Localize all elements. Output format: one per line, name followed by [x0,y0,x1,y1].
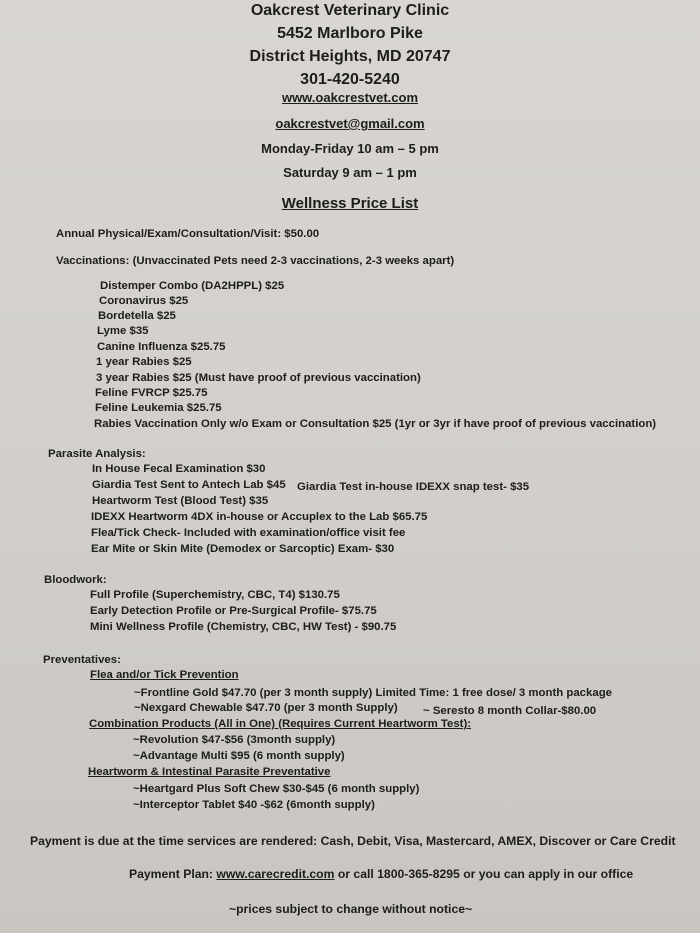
parasite-item: Flea/Tick Check- Included with examination/office visit fee [91,527,406,539]
clinic-email-link[interactable]: oakcrestvet@gmail.com [275,116,425,131]
combination-heading: Combination Products (All in One) (Requires Current Heartworm Test): [89,718,472,730]
heartworm-heading: Heartworm & Intestinal Parasite Preventative [88,766,331,778]
payment-plan-suffix: or call 1800-365-8295 or you can apply in our office [334,867,634,881]
parasite-heading: Parasite Analysis: [48,448,146,460]
clinic-phone: 301-420-5240 [300,71,400,88]
hours-weekday: Monday-Friday 10 am – 5 pm [261,141,439,156]
vaccination-item: Coronavirus $25 [99,295,189,307]
parasite-item-giardia-inhouse: Giardia Test in-house IDEXX snap test- $35 [297,481,530,493]
vaccination-item: Rabies Vaccination Only w/o Exam or Consultation $25 (1yr or 3yr if have proof of previous vaccination) [94,418,657,430]
price-change-notice: ~prices subject to change without notice~ [229,902,473,916]
payment-terms: Payment is due at the time services are rendered: Cash, Debit, Visa, Mastercard, AMEX, Discover or Care Credit [30,834,676,848]
vaccination-item: Bordetella $25 [98,310,176,322]
combination-item: ~Advantage Multi $95 (6 month supply) [133,750,345,762]
bloodwork-heading: Bloodwork: [44,574,107,586]
flea-tick-heading: Flea and/or Tick Prevention [90,669,239,681]
bloodwork-item: Early Detection Profile or Pre-Surgical Profile- $75.75 [90,605,377,617]
vaccination-item: 1 year Rabies $25 [96,356,192,368]
parasite-item: Ear Mite or Skin Mite (Demodex or Sarcoptic) Exam- $30 [91,543,395,555]
combination-item: ~Revolution $47-$56 (3month supply) [133,734,336,746]
vaccination-item: Feline Leukemia $25.75 [95,402,222,414]
clinic-name: Oakcrest Veterinary Clinic [250,2,450,19]
page-title: Wellness Price List [281,195,419,212]
flea-tick-item: ~Nexgard Chewable $47.70 (per 3 month Supply) [134,702,398,714]
payment-plan [129,867,633,881]
parasite-item: Giardia Test Sent to Antech Lab $45 [92,479,286,491]
parasite-item: Heartworm Test (Blood Test) $35 [92,495,269,507]
clinic-address-line2: District Heights, MD 20747 [249,48,451,65]
vaccination-item: 3 year Rabies $25 (Must have proof of previous vaccination) [96,372,421,384]
clinic-address-line1: 5452 Marlboro Pike [277,25,423,42]
heartworm-item: ~Interceptor Tablet $40 -$62 (6month supply) [133,799,375,811]
bloodwork-item: Full Profile (Superchemistry, CBC, T4) $130.75 [90,589,340,601]
hours-saturday: Saturday 9 am – 1 pm [283,165,417,180]
annual-exam-price: Annual Physical/Exam/Consultation/Visit: $50.00 [56,228,320,240]
flea-tick-item: ~Frontline Gold $47.70 (per 3 month supply) Limited Time: 1 free dose/ 3 month package [134,687,612,699]
vaccination-item: Canine Influenza $25.75 [97,341,226,353]
seresto-item: ~ Seresto 8 month Collar-$80.00 [423,705,597,717]
payment-plan-prefix: Payment Plan: [129,867,217,881]
carecredit-link[interactable]: www.carecredit.com [216,867,335,881]
parasite-item: IDEXX Heartworm 4DX in-house or Accuplex to the Lab $65.75 [91,511,428,523]
bloodwork-item: Mini Wellness Profile (Chemistry, CBC, HW Test) - $90.75 [90,621,397,633]
heartworm-item: ~Heartgard Plus Soft Chew $30-$45 (6 month supply) [133,783,420,795]
parasite-item: In House Fecal Examination $30 [92,463,266,475]
preventatives-heading: Preventatives: [43,654,121,666]
vaccinations-heading: Vaccinations: (Unvaccinated Pets need 2-3 vaccinations, 2-3 weeks apart) [56,255,455,267]
vaccination-item: Lyme $35 [97,325,149,337]
vaccination-item: Distemper Combo (DA2HPPL) $25 [100,280,285,292]
vaccination-item: Feline FVRCP $25.75 [95,387,208,399]
clinic-website-link[interactable]: www.oakcrestvet.com [281,90,419,105]
